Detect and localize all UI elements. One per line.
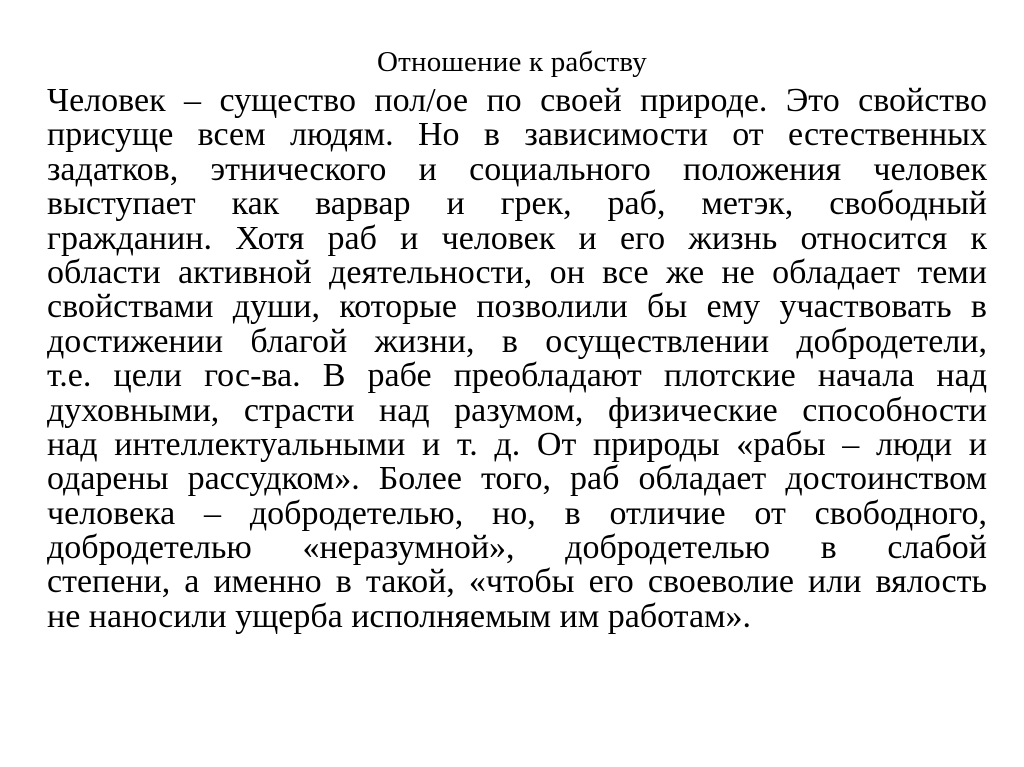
- slide-body-paragraph: [47, 84, 987, 634]
- body-line: задатков, этнического и социального положения человек: [47, 150, 987, 188]
- body-line: присуще всем людям. Но в зависимости от естественных: [47, 116, 987, 154]
- body-line: т.е. цели гос-ва. В рабе преобладают плотские начала над: [47, 357, 987, 395]
- body-line: области активной деятельности, он все же не обладает теми: [47, 253, 987, 291]
- body-line-last: не наносили ущерба исполняемым им работам».: [47, 597, 752, 635]
- body-line: одарены рассудком». Более того, раб обладает достоинством: [47, 460, 987, 498]
- body-line: свойствами души, которые позволили бы ему участвовать в: [47, 288, 987, 326]
- body-line: достижении благой жизни, в осуществлении добродетели,: [47, 322, 987, 360]
- body-line: выступает как варвар и грек, раб, метэк, свободный: [47, 185, 987, 223]
- body-line: над интеллектуальными и т. д. От природы «рабы – люди и: [47, 425, 987, 463]
- body-line: духовными, страсти над разумом, физические способности: [47, 391, 987, 429]
- body-line: степени, а именно в такой, «чтобы его своеволие или вялость: [47, 563, 987, 601]
- body-line: Человек – существо пол/ое по своей природе. Это свойство: [47, 82, 987, 119]
- body-line: человека – добродетелью, но, в отличие от свободного,: [47, 494, 987, 532]
- body-line: добродетелью «неразумной», добродетелью в слабой: [47, 529, 987, 567]
- body-line: гражданин. Хотя раб и человек и его жизнь относится к: [47, 219, 987, 257]
- slide-title: Отношение к рабству: [376, 46, 647, 78]
